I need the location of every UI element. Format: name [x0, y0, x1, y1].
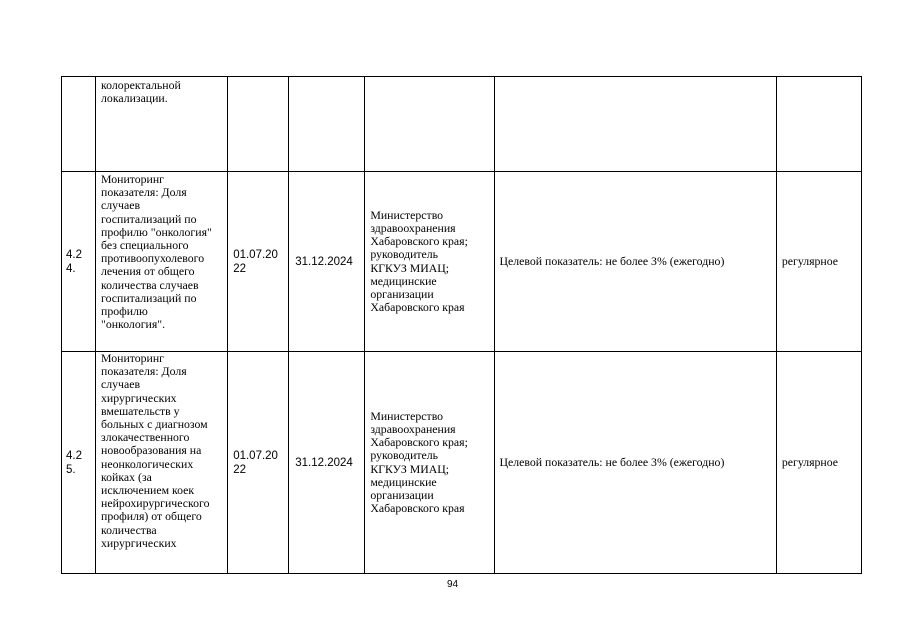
- cell-periodicity: [776, 172, 861, 352]
- measure-text: колоректальной локализации.: [101, 78, 181, 106]
- table-row: [62, 172, 862, 352]
- start-date: 01.07.20 22: [233, 248, 278, 275]
- cell-end-date: [289, 172, 365, 352]
- cell-executor: [365, 172, 494, 352]
- cell-measure: [96, 172, 228, 352]
- cell-measure: [96, 352, 228, 574]
- measures-table: [61, 76, 862, 574]
- cell-indicator: [494, 77, 776, 172]
- measure-text: Мониторинг показателя: Доля случаев госпитализаций по профилю "онкология" без специального противоопухолевого лечения от общего количества случаев госпитализаций по профилю "онкология".: [101, 172, 212, 332]
- cell-start-date: [228, 172, 289, 352]
- measure-text: Мониторинг показателя: Доля случаев хирургических вмешательств у больных с диагнозом злокачественного новообразования на неонкологических койках (за исключением коек нейрохирургического профиля) от общего количества хирургических: [101, 351, 210, 550]
- page-number: 94: [446, 579, 459, 590]
- cell-measure: [96, 77, 228, 172]
- end-date: 31.12.2024: [295, 255, 353, 268]
- executor-text: Министерство здравоохранения Хабаровского края; руководитель КГКУЗ МИАЦ; медицинские организации Хабаровского края: [370, 408, 468, 516]
- table-row: [62, 77, 862, 172]
- cell-end-date: [289, 352, 365, 574]
- indicator-text: Целевой показатель: не более 3% (ежегодно): [499, 253, 725, 268]
- cell-periodicity: [776, 352, 861, 574]
- cell-indicator: [494, 352, 776, 574]
- cell-periodicity: [776, 77, 861, 172]
- end-date: 31.12.2024: [295, 456, 353, 469]
- periodicity-text: регулярное: [781, 253, 838, 268]
- cell-start-date: [228, 77, 289, 172]
- executor-text: Министерство здравоохранения Хабаровского края; руководитель КГКУЗ МИАЦ; медицинские организации Хабаровского края: [370, 207, 468, 315]
- cell-end-date: [289, 77, 365, 172]
- cell-number: [62, 77, 96, 172]
- item-number: 4.2 5.: [66, 449, 82, 476]
- cell-number: [62, 172, 96, 352]
- periodicity-text: регулярное: [781, 454, 838, 469]
- cell-executor: [365, 77, 494, 172]
- cell-number: [62, 352, 96, 574]
- table-row: [62, 352, 862, 574]
- indicator-text: Целевой показатель: не более 3% (ежегодно): [499, 454, 725, 469]
- start-date: 01.07.20 22: [233, 449, 278, 476]
- cell-start-date: [228, 352, 289, 574]
- item-number: 4.2 4.: [66, 248, 82, 275]
- cell-indicator: [494, 172, 776, 352]
- cell-executor: [365, 352, 494, 574]
